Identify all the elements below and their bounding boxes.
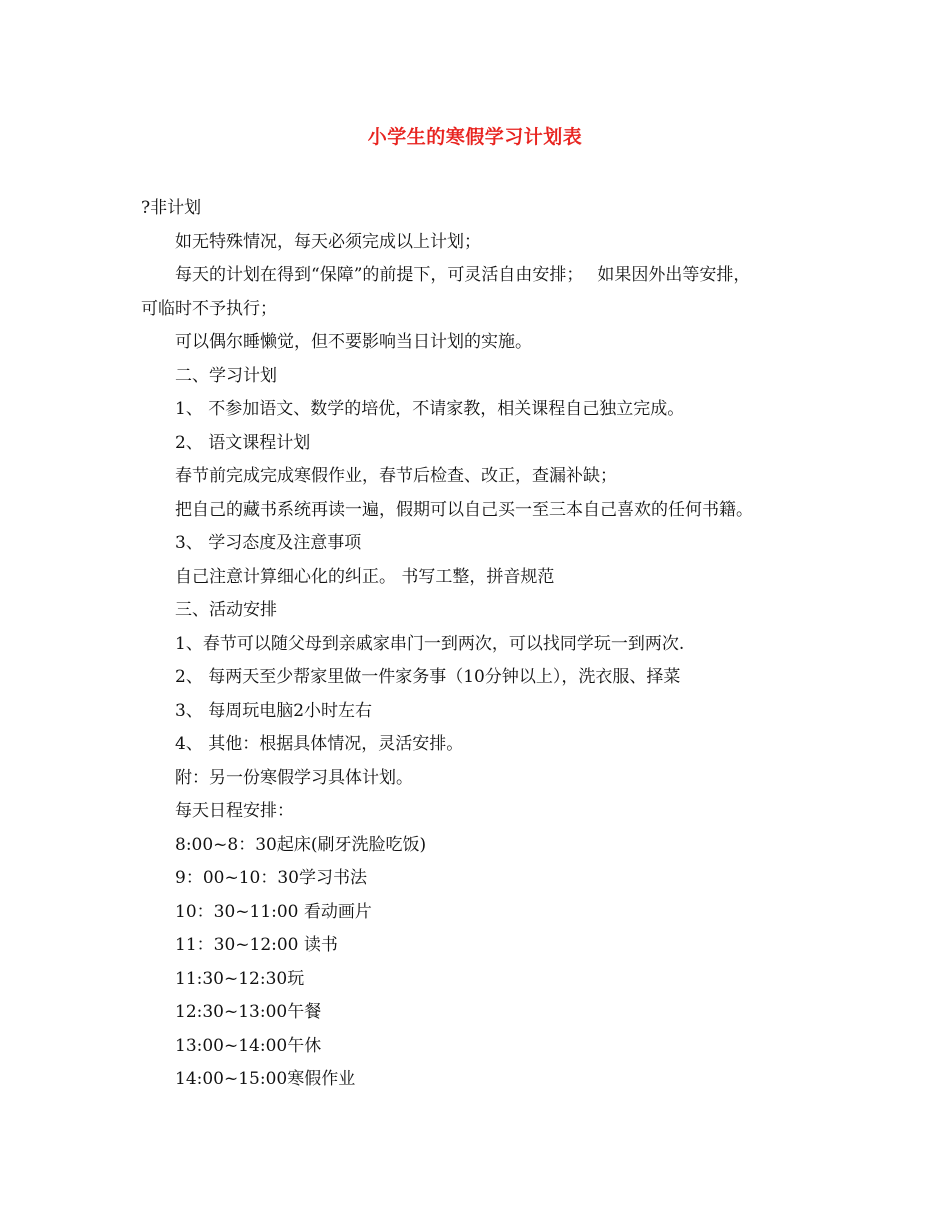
list-item: 2、 语文课程计划 [175, 432, 311, 453]
paragraph-part: 每天的计划在得到“保障”的前提下，可灵活自由安排； [175, 265, 584, 285]
schedule-item: 10：30~11:00 看动画片 [175, 901, 372, 922]
schedule-item: 13:00~14:00午休 [175, 1035, 322, 1056]
list-item: 1、 不参加语文、数学的培优，不请家教，相关课程自己独立完成。 [175, 399, 685, 419]
schedule-item: 14:00~15:00寒假作业 [175, 1069, 356, 1089]
document-body [141, 192, 821, 1097]
schedule-heading: 每天日程安排： [175, 801, 294, 821]
schedule-item: 8:00~8：30起床(刷牙洗脸吃饭) [175, 834, 427, 855]
paragraph-continuation: 可临时不予执行； [141, 298, 277, 319]
paragraph-part: 如果因外出等安排， [597, 265, 751, 285]
list-item: 4、 其他：根据具体情况，灵活安排。 [175, 734, 464, 754]
schedule-item: 11:30~12:30玩 [175, 968, 305, 989]
list-item: 3、 每周玩电脑2小时左右 [175, 700, 373, 721]
schedule-item: 9：00~10：30学习书法 [175, 868, 367, 888]
section-heading-study-plan: 二、学习计划 [175, 365, 277, 386]
list-item: 3、 学习态度及注意事项 [175, 533, 362, 553]
list-item: 1、春节可以随父母到亲戚家串门一到两次，可以找同学玩一到两次. [175, 633, 685, 654]
paragraph-wrapped [141, 259, 821, 293]
paragraph: 把自己的藏书系统再读一遍，假期可以自己买一至三本自己喜欢的任何书籍。 [175, 499, 753, 520]
paragraph: 可以偶尔睡懒觉，但不要影响当日计划的实施。 [175, 332, 532, 352]
document-title: 小学生的寒假学习计划表 [367, 126, 583, 148]
list-item: 2、 每两天至少帮家里做一件家务事（10分钟以上），洗衣服、择菜 [175, 667, 681, 687]
schedule-item: 11：30~12:00 读书 [175, 935, 338, 955]
paragraph: 春节前完成完成寒假作业，春节后检查、改正，查漏补缺； [175, 466, 617, 486]
schedule-item: 12:30~13:00午餐 [175, 1002, 322, 1022]
section-heading-non-plan: ?非计划 [141, 198, 202, 218]
paragraph: 如无特殊情况，每天必须完成以上计划； [175, 231, 481, 252]
section-heading-activities: 三、活动安排 [175, 600, 277, 620]
paragraph: 附：另一份寒假学习具体计划。 [175, 767, 413, 788]
paragraph: 自己注意计算细心化的纠正。 书写工整，拼音规范 [175, 566, 555, 587]
